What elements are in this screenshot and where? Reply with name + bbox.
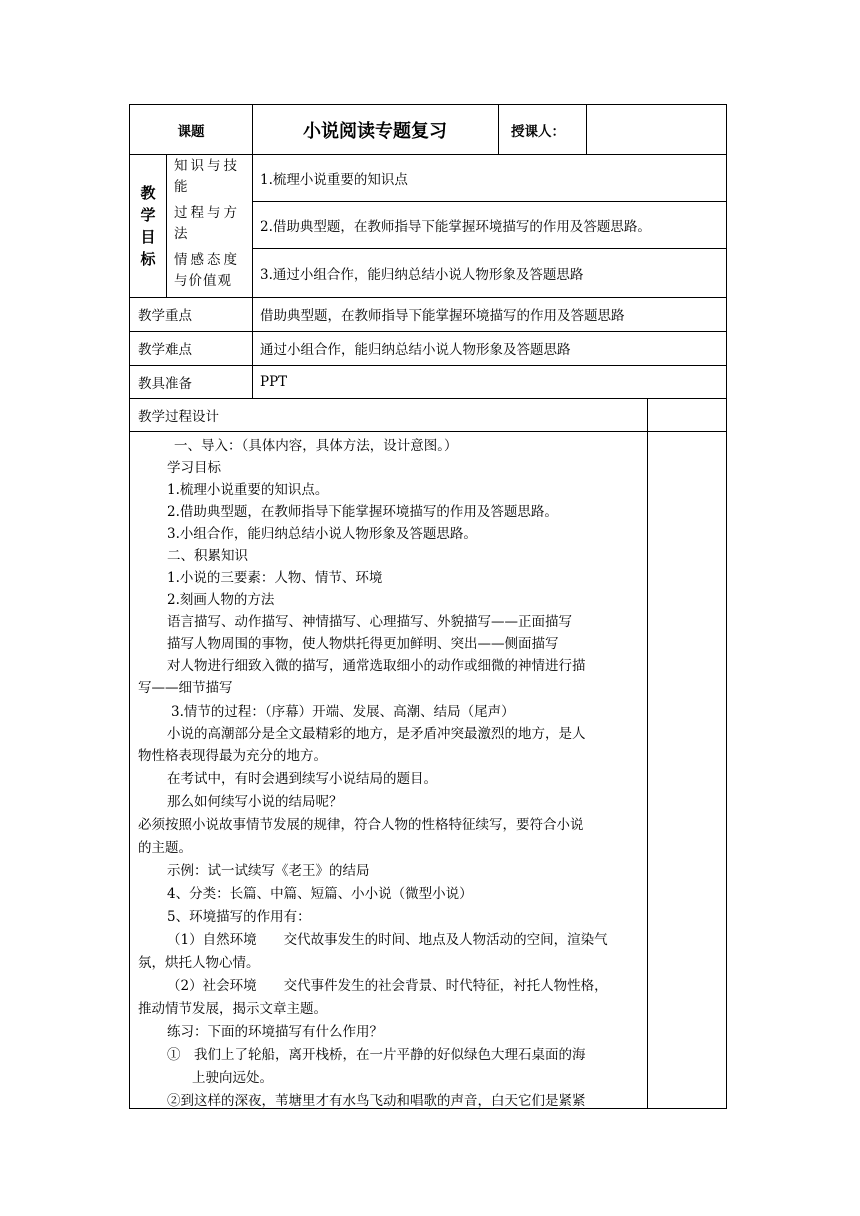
process-side-note <box>647 398 726 431</box>
process-line: 二、积累知识 <box>167 548 248 564</box>
process-line: 学习目标 <box>167 460 221 476</box>
materials-label: 教具准备 <box>138 375 192 392</box>
process-line: 4、分类：长篇、中篇、短篇、小小说（微型小说） <box>167 886 473 902</box>
key-point-content: 借助典型题，在教师指导下能掌握环境描写的作用及答题思路 <box>260 308 625 324</box>
process-line: 一、导入：（具体内容，具体方法，设计意图。） <box>174 438 458 454</box>
process-line: 对人物进行细致入微的描写，通常选取细小的动作或细微的神情进行描 <box>167 658 586 674</box>
process-body <box>130 431 647 1108</box>
course-title: 小说阅读专题复习 <box>303 120 447 142</box>
difficulty-content: 通过小组合作，能归纳总结小说人物形象及答题思路 <box>260 342 571 358</box>
objective-label-process: 过程与方 法 <box>174 205 240 242</box>
objective-content-process: 2.借助典型题，在教师指导下能掌握环境描写的作用及答题思路。 <box>260 218 651 235</box>
process-line: 练习：下面的环境描写有什么作用？ <box>167 1024 383 1040</box>
objective-content-knowledge: 1.梳理小说重要的知识点 <box>260 171 408 188</box>
process-line: 物性格表现得最为充分的地方。 <box>138 748 327 764</box>
process-line: 氛，烘托人物心情。 <box>138 955 260 971</box>
process-line: ②到这样的深夜，苇塘里才有水鸟飞动和唱歌的声音，白天它们是紧紧 <box>167 1093 586 1109</box>
process-line: 必须按照小说故事情节发展的规律，符合人物的性格特征续写，要符合小说 <box>138 817 584 833</box>
objective-label-attitude: 情感态度 与价值观 <box>174 252 240 289</box>
key-point-label: 教学重点 <box>138 308 192 324</box>
process-line: 那么如何续写小说的结局呢？ <box>167 794 343 810</box>
objectives-group-label: 教 学 目 标 <box>140 183 156 268</box>
process-line: 小说的高潮部分是全文最精彩的地方，是矛盾冲突最激烈的地方，是人 <box>167 726 586 742</box>
process-line: 1.小说的三要素：人物、情节、环境 <box>167 570 383 586</box>
process-line: 3.情节的过程：（序幕）开端、发展、高潮、结局（尾声） <box>171 704 515 720</box>
process-line: ① 我们上了轮船，离开栈桥，在一片平静的好似绿色大理石桌面的海 <box>167 1047 586 1063</box>
process-line: （1）自然环境 交代故事发生的时间、地点及人物活动的空间，渲染气 <box>167 932 608 948</box>
process-line: 5、环境描写的作用有： <box>167 909 311 925</box>
process-line: 3.小组合作，能归纳总结小说人物形象及答题思路。 <box>167 526 477 542</box>
teacher-value <box>586 105 726 154</box>
process-line: 上驶向远处。 <box>192 1070 273 1086</box>
process-line: 示例：试一试续写《老王》的结局 <box>167 863 370 879</box>
process-line: 描写人物周围的事物，使人物烘托得更加鲜明、突出——侧面描写 <box>167 636 559 652</box>
teacher-label: 授课人： <box>511 123 565 140</box>
lesson-plan-table <box>129 104 727 1109</box>
process-line: 2.借助典型题，在教师指导下能掌握环境描写的作用及答题思路。 <box>167 504 558 520</box>
process-line: 2.刻画人物的方法 <box>167 592 275 608</box>
process-line: （2）社会环境 交代事件发生的社会背景、时代特征，衬托人物性格， <box>167 978 608 994</box>
process-line: 推动情节发展，揭示文章主题。 <box>138 1001 327 1017</box>
process-side-column <box>647 431 726 1108</box>
process-line: 1.梳理小说重要的知识点。 <box>167 482 329 498</box>
process-line: 写——细节描写 <box>138 680 233 696</box>
process-line: 的主题。 <box>138 840 192 856</box>
process-heading: 教学过程设计 <box>138 408 219 425</box>
difficulty-label: 教学难点 <box>138 342 192 358</box>
process-line: 语言描写、动作描写、神情描写、心理描写、外貌描写——正面描写 <box>167 614 572 630</box>
objective-content-attitude: 3.通过小组合作，能归纳总结小说人物形象及答题思路 <box>260 266 584 283</box>
process-line: 在考试中，有时会遇到续写小说结局的题目。 <box>167 771 437 787</box>
objective-label-knowledge: 知识与技 能 <box>174 158 240 195</box>
course-label: 课题 <box>177 123 205 140</box>
materials-content: PPT <box>260 373 288 390</box>
